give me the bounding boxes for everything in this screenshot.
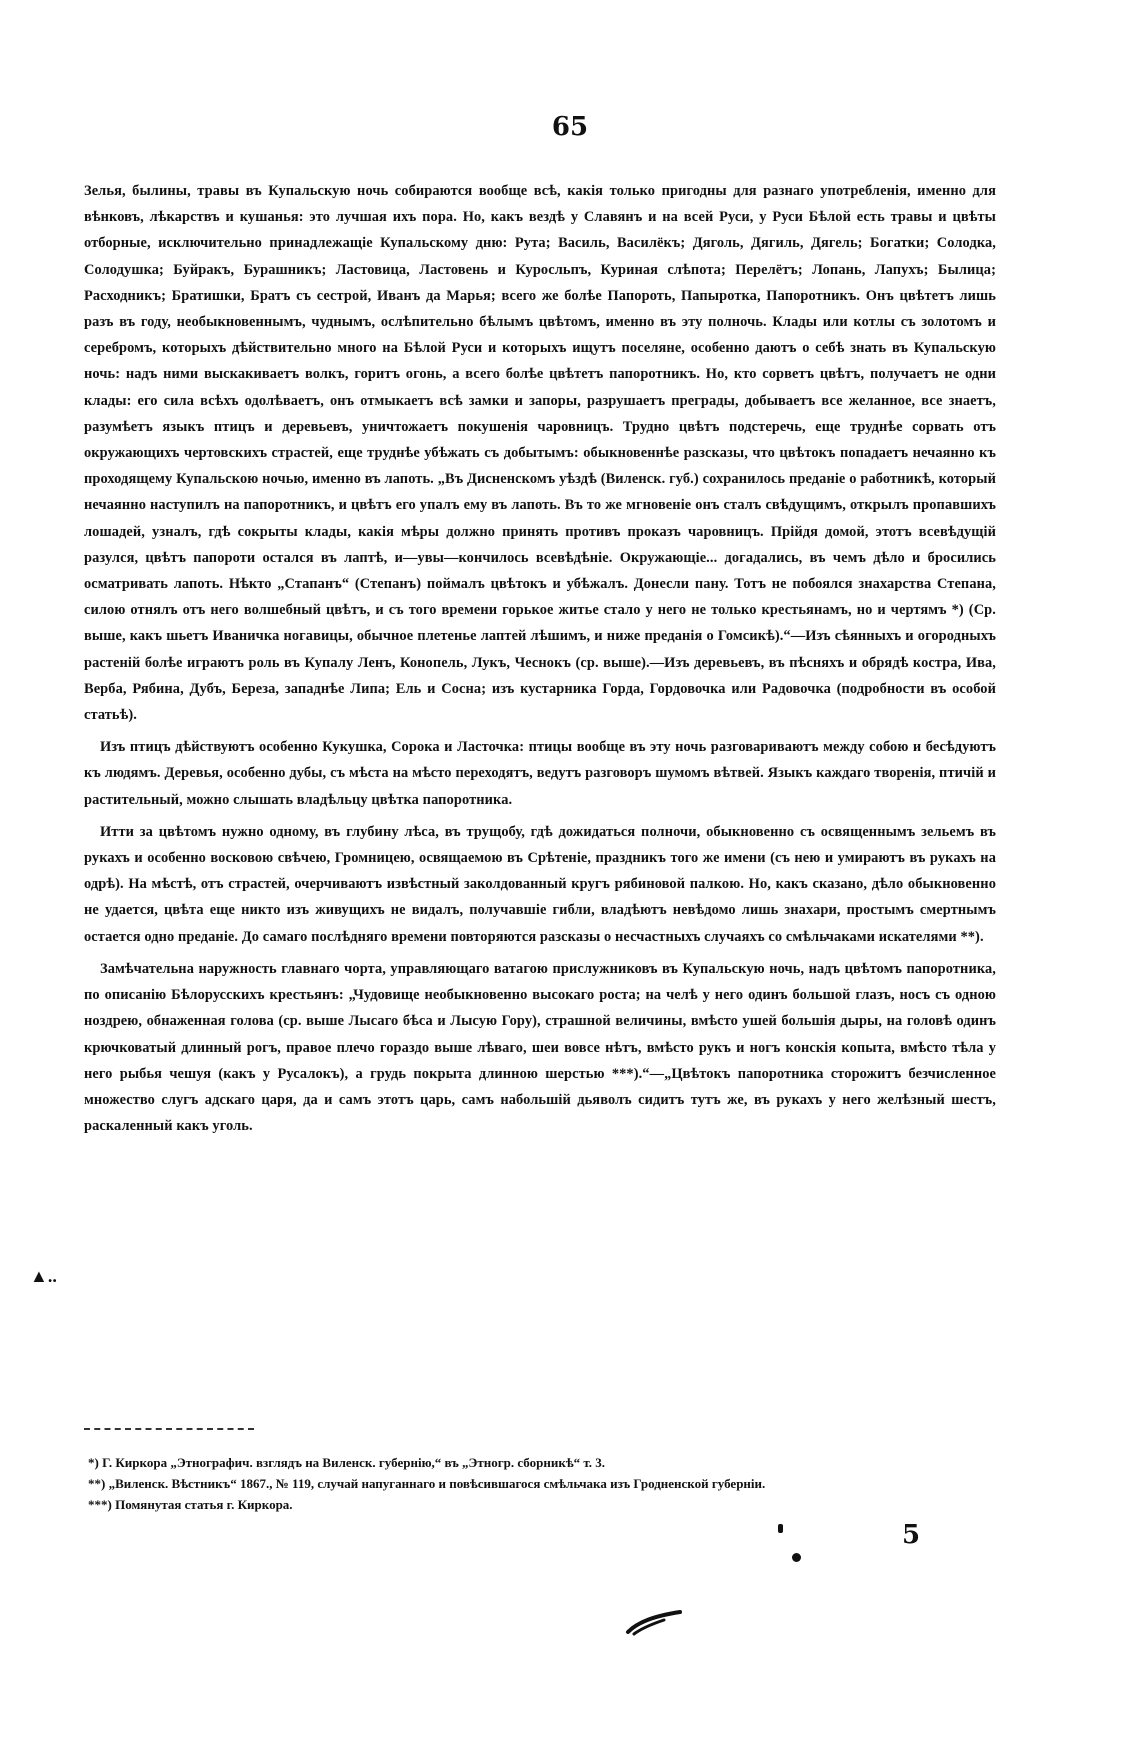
footnote-rule	[84, 1428, 254, 1430]
page-number: 65	[551, 112, 589, 142]
ink-scribble	[624, 1608, 684, 1638]
signature-number: 5	[902, 1520, 921, 1550]
ink-dot	[778, 1524, 783, 1533]
body-text	[84, 178, 996, 1145]
paragraph: Замѣчательна наружность главнаго чорта, управляющаго ватагою прислужниковъ въ Купальскую ночь, надъ цвѣтомъ папоротника, по описанію Бѣлорусскихъ крестьянъ: „Чудовище необыкновенно высокаго роста; на челѣ у него одинъ большой глазъ, носъ съ одною ноздрею, обнаженная голова (ср. выше Лысаго бѣса и Лысую Гору), страшной величины, вмѣсто ушей большія дыры, на головѣ одинъ крючковатый длинный рогъ, правое плечо гораздо выше лѣваго, шеи вовсе нѣтъ, вмѣсто рукъ и ногъ конскія копыта, вмѣсто тѣла у него рыбья чешуя (какъ у Русалокъ), а грудь покрыта длинною шерстью ***).“—„Цвѣтокъ папоротника сторожитъ безчисленное множество слугъ адскаго царя, да и самъ этотъ царь, самъ набольшій дьяволъ сидитъ тутъ же, въ рукахъ у него желѣзный шестъ, раскаленный какъ уголь.	[84, 960, 996, 1135]
paragraph: Изъ птицъ дѣйствуютъ особенно Кукушка, Сорока и Ласточка: птицы вообще въ эту ночь разговариваютъ между собою и бесѣдуютъ къ людямъ. Деревья, особенно дубы, съ мѣста на мѣсто переходятъ, ведутъ разговоръ шумомъ вѣтвей. Языкъ каждаго творенія, птичій и растительный, можно слышать владѣльцу цвѣтка папоротника.	[84, 739, 996, 808]
footnote: *) Г. Киркора „Этнографич. взглядъ на Виленск. губернію,“ въ „Этногр. сборникѣ“ т. 3.	[88, 1455, 606, 1470]
footnotes	[88, 1452, 998, 1515]
paragraph: Итти за цвѣтомъ нужно одному, въ глубину лѣса, въ трущобу, гдѣ дожидаться полночи, обыкновенно съ освященнымъ зельемъ въ рукахъ и особенно восковою свѣчею, Громницею, освящаемою въ Срѣтеніе, праздникъ того же имени (съ нею и умираютъ въ рукахъ на одрѣ). На мѣстѣ, отъ страстей, очерчиваютъ извѣстный заколдованный кругъ рябиновой палкою. Но, какъ сказано, дѣло обыкновенно не удается, цвѣта еще никто изъ живущихъ не видалъ, получавшіе гибли, владѣютъ невѣдомо лишь знахари, простымъ смертнымъ остается одно преданіе. До самаго послѣдняго времени повторяются разсказы о несчастныхъ случаяхъ со смѣльчаками искателями **).	[84, 823, 996, 945]
footnote: ***) Помянутая статья г. Киркора.	[88, 1497, 293, 1512]
paragraph: Зелья, былины, травы въ Купальскую ночь собираются вообще всѣ, какія только пригодны для разнаго употребленія, именно для вѣнковъ, лѣкарствъ и кушанья: это лучшая ихъ пора. Но, какъ вездѣ у Славянъ и на всей Руси, у Руси Бѣлой есть травы и цвѣты отборные, исключительно принадлежащіе Купальскому дню: Рута; Василь, Василёкъ; Дяголь, Дягиль, Дягель; Богатки; Солодка, Солодушка; Буйракъ, Бурашникъ; Ластовица, Ластовень и Куросльпъ, Куриная слѣпота; Перелётъ; Лопань, Лапухъ; Былица; Расходникъ; Братишки, Братъ съ сестрой, Иванъ да Марья; всего же болѣе Папороть, Папыротка, Папоротникъ. Онъ цвѣтетъ лишь разъ въ году, необыкновеннымъ, чуднымъ, ослѣпительно бѣлымъ цвѣтомъ, именно въ эту полночь. Клады или котлы съ золотомъ и серебромъ, которыхъ дѣйствительно много на Бѣлой Руси и которыхъ ищутъ поселяне, особенно даютъ о себѣ знать въ Купальскую ночь: надъ ними выскакиваетъ волкъ, горитъ огонь, а всего болѣе цвѣтетъ папоротникъ. Но, кто сорветъ цвѣтъ, получаетъ не одни клады: его сила всѣхъ одолѣваетъ, онъ отмыкаетъ всѣ замки и запоры, разрушаетъ преграды, добываетъ все желанное, все знаетъ, разумѣетъ языкъ птицъ и деревьевъ, уничтожаетъ покушенія чаровницъ. Трудно цвѣтъ подстеречь, еще труднѣе сорвать отъ окружающихъ чертовскихъ страстей, еще труднѣе убѣжать съ добытымъ: обыкновеннѣе разсказы, что цвѣтокъ попадаетъ нечаянно къ проходящему Купальскою ночью, именно въ лапоть. „Въ Дисненскомъ уѣздѣ (Виленск. губ.) сохранилось преданіе о работникѣ, который нечаянно наступилъ на папоротникъ, и цвѣтъ его упалъ ему въ лапоть. Въ то же мгновеніе онъ сталъ свѣдущимъ, открылъ пропавшихъ лошадей, узналъ, гдѣ сокрыты клады, какія мѣры должно принять противъ проказъ чаровницъ. Прійдя домой, этотъ всевѣдущій разулся, цвѣтъ папороти остался въ лаптѣ, и—увы—кончилось всевѣдѣніе. Окружающіе... догадались, въ чемъ дѣло и бросились осматривать лапоть. Нѣкто „Стапанъ“ (Степанъ) поймалъ цвѣтокъ и убѣжалъ. Донесли пану. Тотъ не побоялся знахарства Степана, силою отнялъ отъ него волшебный цвѣтъ, и съ того времени горькое житье стало у него не только крестьянамъ, но и чертямъ *) (Ср. выше, какъ шьетъ Иваничка ногавицы, обычное плетенье лаптей лѣшимъ, и ниже преданія о Гомсикѣ).“—Изъ сѣянныхъ и огородныхъ растеній болѣе играютъ роль въ Купалу Ленъ, Конопель, Лукъ, Чеснокъ (ср. выше).—Изъ деревьевъ, въ пѣсняхъ и обрядѣ костра, Ива, Верба, Рябина, Дубъ, Береза, западнѣе Липа; Ель и Сосна; изъ кустарника Горда, Гордовочка или Радовочка (подробности въ особой статьѣ).	[84, 183, 996, 724]
footnote: **) „Виленск. Вѣстникъ“ 1867., № 119, случай напуганнаго и повѣсившагося смѣльчака изъ Гродненской губерніи.	[88, 1476, 766, 1491]
ink-dot	[792, 1553, 801, 1562]
side-mark: ▲..	[30, 1266, 57, 1286]
